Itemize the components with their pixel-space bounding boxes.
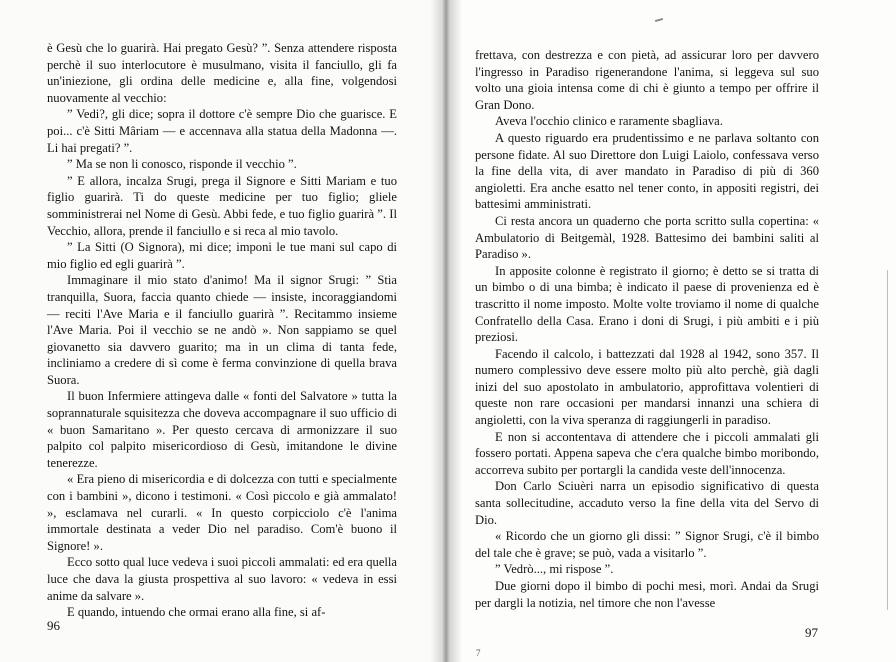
page-number: 97 [805,625,818,640]
paragraph: Aveva l'occhio clinico e raramente sbagliava. [495,114,723,129]
paragraph: ” La Sitti (O Signora), mi dice; imponi le tue mani sul capo di mio figlio ed egli guarirà ”. [47,240,397,271]
paragraph: E non si accontentava di attendere che i piccoli ammalati gli fossero portati. Appena sapeva che c'era qualche bimbo moribondo, accorreva subito per portargli la candida veste dell'innocenza. [475,429,819,477]
paragraph: frettava, con destrezza e con pietà, ad assicurar loro per davvero l'ingresso in Paradiso rigenerandone l'anima, si leggeva sul suo volto una gioia intensa come di chi è giunto a tempo per offrire il Gran Dono. [475,48,819,112]
paragraph: Ci resta ancora un quaderno che porta scritto sulla copertina: « Ambulatorio di Beitgemàl, 1928. Battesimo dei bambini saliti al Paradiso ». [475,213,819,262]
paragraph: « Era pieno di misericordia e di dolcezza con tutti e specialmente con i bambini », dicono i testimoni. « Così piccolo e già ammalato! », esclamava nel curarli. « In questo corpicciolo c'è l'anima immortale destinata a veder Dio nel paradiso. Com'è buono il Signore! ». [47,472,397,553]
paragraph: ” E allora, incalza Srugi, prega il Signore e Sitti Mariam e tuo figlio guarirà. Ti do queste medicine per tuo figlio; gliele somministrerai nel Nome di Gesù. Abbi fede, e tuo figlio guarirà ”. Il Vecchio, allora, prende il fanciullo e si reca al mio tavolo. [47,173,397,238]
paragraph: ” Vedi?, gli dice; sopra il dottore c'è sempre Dio che guarisce. E poi... c'è Sitti Mâriam — e accennava alla statua della Madonna —. Li hai pregati? ”. [47,107,397,155]
page-edge-line [887,270,888,610]
paragraph: Don Carlo Sciuèri narra un episodio significativo di questa santa sollecitudine, accaduto verso la fine della vita del Servo di Dio. [475,479,819,527]
paragraph: ” Vedrò..., mi rispose ”. [495,562,614,577]
paragraph: Facendo il calcolo, i battezzati dal 1928 al 1942, sono 357. Il numero complessivo deve essere molto più alto perchè, già dagli inizi del suo apostolato in ambulatorio, approfittava volentieri di queste non rare occasioni per mandarsi innanzi una schiera di angioletti, con la viva speranza di raggiungerli in paradiso. [475,346,819,428]
paragraph: Due giorni dopo il bimbo di pochi mesi, morì. Andai da Srugi per dargli la notizia, nel timore che non l'avesse [475,579,819,610]
gutter-mark: 7 [476,648,481,658]
paragraph: ” Ma se non li conosco, risponde il vecchio ”. [67,157,297,172]
page-number: 96 [47,618,60,633]
left-page-text [47,40,397,621]
paragraph: Ecco sotto qual luce vedeva i suoi piccoli ammalati: ed era quella luce che dava la giusta prospettiva al suo lavoro: « vedeva in essi anime da salvare ». [47,555,397,603]
paragraph: è Gesù che lo guarirà. Hai pregato Gesù? ”. Senza attendere risposta perchè il suo interlocutore è musulmano, visita il fanciullo, gli fa un'iniezione, gli ordina delle medicine e, alla fine, volgendosi nuovamente al vecchio: [47,41,397,105]
paragraph: E quando, intuendo che ormai erano alla fine, si af- [67,605,326,620]
paragraph: Il buon Infermiere attingeva dalle « fonti del Salvatore » tutta la soprannaturale squisitezza che doveva accompagnare il suo ufficio di « buon Samaritano ». Per questo cercava di armonizzare il suo palpito col palpito misericordioso di Gesù, imitandone le divine tenerezze. [47,389,397,470]
paragraph: « Ricordo che un giorno gli dissi: ” Signor Srugi, c'è il bimbo del tale che è grave; se può, vada a visitarlo ”. [475,529,819,560]
right-page-text [475,47,819,611]
paragraph: A questo riguardo era prudentissimo e ne parlava soltanto con persone fidate. Al suo Direttore don Luigi Laiolo, confessava verso la fine della vita, di aver mandato in Paradiso di più di 360 angioletti. Era anche esatto nel tener conto, in appositi registri, dei battesimi amministrati. [475,130,819,212]
paragraph: In apposite colonne è registrato il giorno; è detto se si tratta di un bimbo o di una bimba; è indicato il paese di provenienza ed è trascritto il nome imposto. Molte volte troviamo il nome di qualche Confratello della Casa. Erano i doni di Srugi, i più ambiti e i più preziosi. [475,263,819,345]
book-gutter [430,0,462,662]
paragraph: Immaginare il mio stato d'animo! Ma il signor Srugi: ” Stia tranquilla, Suora, faccia quanto chiede — insiste, incoraggiandomi — reciti l'Ave Maria e il fanciullo guarirà ”. Recitammo insieme l'Ave Maria. Poi il vecchio se ne andò ». Non sappiamo se quel giovanetto sia davvero guarito; ma in un clima di tanta fede, incliniamo a credere di sì come è ferma convinzione di quella brava Suora. [47,273,397,387]
